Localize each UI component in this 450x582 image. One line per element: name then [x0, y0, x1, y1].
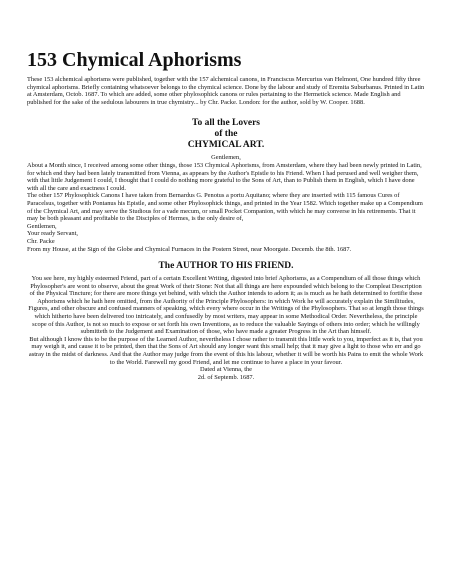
intro-paragraph: These 153 alchemical aphorisms were published, together with the 157 alchemical canons, in Franciscus Mercurius van Helmont, One hundred fifty three chymical aphorisms. Briefly containing whatsoever belongs to the chymical science. Done by the labour and study of Eremita Suburbanus. Printed in Latin at Amsterdam, Octob. 1687. To which are added, some other phylosophick canons or rules pertaining to the Hermetick science. Made English and published for the sake of the sedulous labourers in true chymistry... by Chr. Packe. London: for the author, sold by W. Cooper. 1688.	[27, 76, 425, 106]
salutation: Gentlemen,	[211, 154, 241, 162]
dedication-heading-line: To all the Lovers	[192, 118, 260, 129]
closing: Gentlemen,	[27, 222, 57, 230]
page-title: 153 Chymical Aphorisms	[27, 49, 242, 71]
author-paragraph: You see here, my highly esteemed Friend, part of a certain Excellent Writing, digested into brief Aphorisms, as a Compendium of all those things which Phylosopher's are wont to observe, about the great Work of their Stone: Not that all things are here expounded which belong to the Compleat Description of the Physical Tincture; for there are more things yet behind, with which the Author intends to adorn it; as is much as he hath determined to fortifie these Aphorisms which he hath here omitted, from the Authority of the Principle Phylosophers: in which Work he will accurately explain the Similitudes, Figures, and other obscure and confused manners of speaking, which every where occur in the Writings of the Phylosophers. That so at length those things which hitherto have been delivered too intricately, and confusedly by most writers, may appear in some Methodical Order. Nevertheless, the principle scope of this Author, is not so much to expose or set forth his own Inventions, as to reduce the valuable Sayings of others into order; which he willingly submitteth to the Judgement and Examination of those, who have made a greater Progress in the Art than himself.	[28, 275, 424, 336]
address: From my House, at the Sign of the Globe and Chymical Furnaces in the Postern Street, near Moorgate. Decemb. the 8th. 1687.	[27, 245, 352, 253]
dated-line: Dated at Vienna, the	[199, 366, 253, 374]
dedication-paragraph: The other 157 Phylosophick Canons I have taken from Bernardus G. Penotus a portu Aquitano; where they are inserted with 115 famous Cures of Paracelsus, together with Pontanus his Epistle, and some other Phylosophick things, and printed in the Year 1582. Which together make up a Compendium of the Chymical Art, and may serve the Studious for a vade mecum, or small Pocket Companion, with which he may converse in his retirements. That it may be both pleasant and profitable to the Disciples of Hermes, is the only desire of,	[27, 192, 423, 223]
dedication-paragraph: About a Month since, I received among some other things, those 153 Chymical Aphorisms, from Amsterdam, where they had been newly printed in Latin, for which end they had been lately transmitted from Vienna, as appears by the Author's Epistle to his Friend. When I had perused and well weigher them, with that little Judgement I could, I thought that I could do nothing more grateful to the Sons of Art, than to Publish them in English, which I have done with all the care and exactness I could.	[27, 161, 422, 192]
dedication-letter	[27, 154, 425, 253]
dedication-heading-line: of the	[214, 129, 238, 140]
author-letter	[27, 275, 425, 381]
author-letter-heading: The AUTHOR TO HIS FRIEND.	[158, 261, 294, 272]
dedication-heading-line: CHYMICAL ART.	[187, 140, 265, 151]
dated-line: 2d. of Septemb. 1687.	[197, 373, 255, 381]
author-paragraph: But although I know this to be the purpose of the Learned Author, nevertheless I chose rather to transmit this little work to you, imperfect as it is, that you may weigh it, and cause it to be printed, then that the Sons of Art should any longer want this small help; that it may give a light to those who err and go astray in the midst of darkness. And that the Author may judge from the event of this his labour, whether it will be worth his Pains to emit the whole Work to the World. Farewell my good Friend, and let me continue to have a place in your favour.	[28, 335, 424, 366]
dedication-heading	[27, 118, 425, 151]
signature: Chr. Packe	[27, 237, 55, 245]
closing: Your ready Servant,	[27, 230, 78, 238]
